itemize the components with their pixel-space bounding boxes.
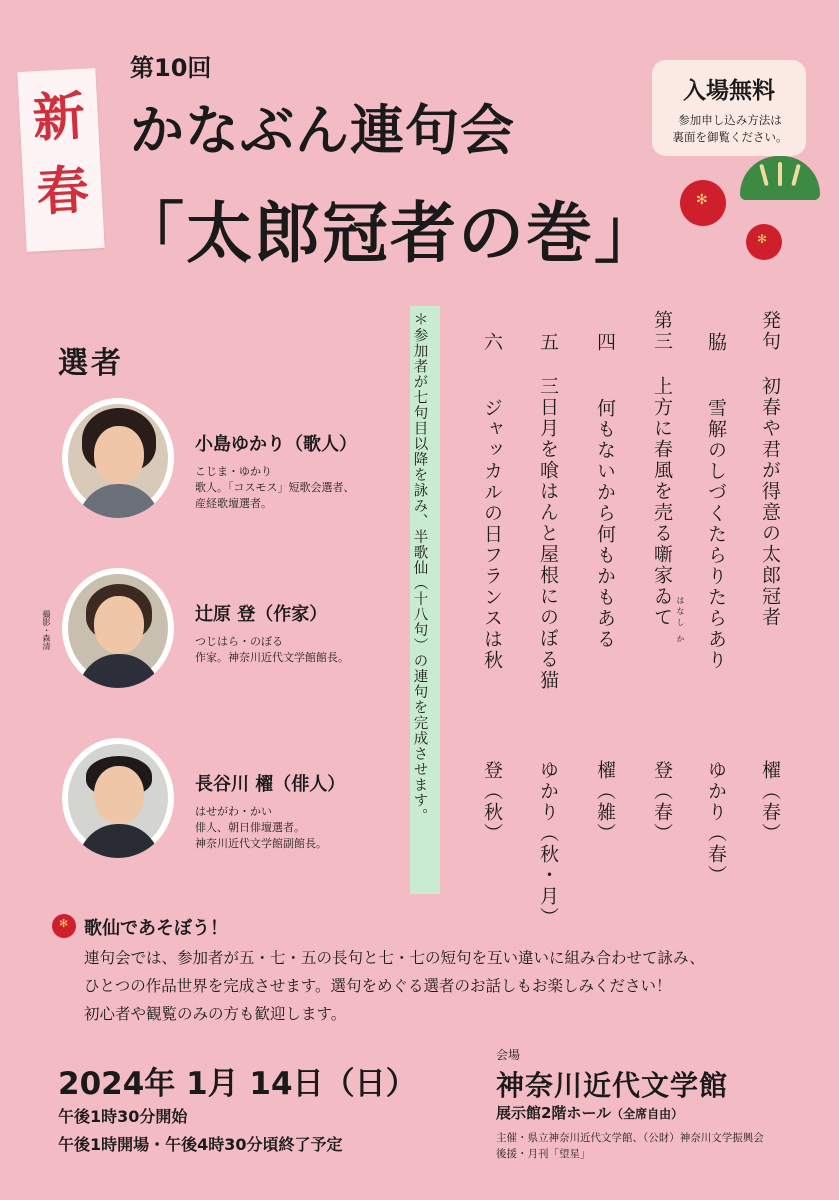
judge-desc-tsujihara — [195, 634, 349, 666]
judge-desc-line: 神奈川近代文学館副館長。 — [195, 836, 327, 850]
venue-name: 神奈川近代文学館 — [496, 1069, 729, 1102]
verse-text: ジャッカルの日フランスは秋 — [481, 398, 503, 671]
verse-text: 上方に春風を売る噺家ゐて — [651, 376, 673, 628]
kasen-body-line: 連句会では、参加者が五・七・五の長句と七・七の短句を互い違いに組み合わせて詠み、 — [84, 949, 705, 967]
verse-text: 初春や君が得意の太郎冠者 — [759, 376, 781, 628]
verse-author: 登（秋） — [481, 760, 503, 844]
judge-name-hasegawa: 長谷川 櫂（俳人） — [195, 774, 346, 795]
organizers: 主催・県立神奈川近代文学館、（公財）神奈川文学振興会 — [496, 1132, 764, 1144]
judge-reading: はせがわ・かい — [195, 805, 272, 818]
judge-name-tsujihara: 辻原 登（作家） — [195, 604, 328, 625]
verse-label: 四 — [594, 332, 616, 353]
verse-label: 脇 — [705, 332, 727, 353]
verse-author: ゆかり（春） — [705, 760, 727, 886]
judge-photo-hasegawa — [62, 738, 174, 858]
verse-author: 登（春） — [651, 760, 673, 844]
judge-desc-line: 歌人。「コスモス」短歌会選者、 — [195, 480, 355, 494]
verse-text: 何もないから何もかもある — [594, 398, 616, 650]
venue-label: 会場 — [496, 1048, 521, 1062]
judge-desc-line: 作家。神奈川近代文学館館長。 — [195, 650, 349, 664]
plum-blossom-bullet-icon: ✻ — [52, 914, 76, 938]
shinshun-char-2: 春 — [35, 159, 91, 224]
shinshun-badge — [17, 68, 104, 252]
shinshun-char-1: 新 — [31, 85, 87, 150]
verse-text: 三日月を喰はんと屋根にのぼる猫 — [537, 376, 559, 691]
judge-reading: つじはら・のぼる — [195, 635, 283, 648]
judge-desc-line: 俳人、朝日俳壇選者。 — [195, 820, 305, 834]
venue-hall — [496, 1102, 683, 1123]
plum-blossom-small-icon: ✻ — [746, 224, 782, 260]
judge-desc-kojima — [195, 464, 355, 512]
hall-name: 展示館2階ホール — [496, 1104, 612, 1122]
verse-label: 六 — [481, 332, 503, 353]
plum-blossom-icon: ✻ — [680, 180, 726, 226]
admission-note — [660, 112, 800, 145]
verse-label: 五 — [537, 332, 559, 353]
judge-desc-hasegawa — [195, 804, 327, 852]
kasen-body-line: ひとつの作品世界を完成させます。選句をめぐる選者のお話しもお楽しみください！ — [84, 977, 672, 995]
admission-title: 入場無料 — [683, 78, 775, 104]
judge-photo-kojima — [62, 398, 174, 518]
edition-label: 第10回 — [130, 54, 212, 82]
admission-note-line2: 裏面を御覧ください。 — [672, 129, 788, 144]
kasen-body-line: 初心者や観覧のみの方も歓迎します。 — [84, 1005, 347, 1023]
verse-label: 発句 — [759, 310, 781, 352]
verse-ruby: はなし か — [676, 596, 685, 646]
verse-author: ゆかり（秋・月） — [537, 760, 559, 928]
photo-credit: 撮影・森清 — [42, 610, 51, 650]
verse-author: 櫂（雑） — [594, 760, 616, 844]
judge-photo-tsujihara — [62, 568, 174, 688]
verse-text: 雪解のしづくたらりたらあり — [705, 398, 727, 671]
judge-reading: こじま・ゆかり — [195, 465, 272, 478]
seating-note: （全席自由） — [611, 1107, 684, 1121]
kasen-heading: 歌仙であそぼう！ — [84, 918, 228, 939]
judge-desc-line: 産経歌壇選者。 — [195, 496, 272, 510]
event-start: 午後1時30分開始 — [58, 1107, 188, 1126]
judge-name-kojima: 小島ゆかり（歌人） — [195, 434, 357, 455]
verse-label: 第三 — [651, 310, 673, 352]
supporters: 後援・月刊「望星」 — [496, 1148, 591, 1160]
event-date: 2024年 1月 14日（日） — [58, 1066, 417, 1102]
event-schedule: 午後1時開場・午後4時30分頃終了予定 — [58, 1135, 343, 1154]
page-title: かなぶん連句会 — [130, 98, 515, 162]
judges-heading: 選者 — [58, 346, 124, 381]
renku-note: ＊参加者が七句目以降を詠み、半歌仙（十八句）の連句を完成させます。 — [411, 312, 428, 824]
verse-author: 櫂（春） — [759, 760, 781, 844]
page-subtitle: 「太郎冠者の巻」 — [118, 194, 662, 272]
admission-note-line1: 参加申し込み方法は — [678, 113, 782, 127]
pine-decoration-icon — [740, 156, 820, 200]
